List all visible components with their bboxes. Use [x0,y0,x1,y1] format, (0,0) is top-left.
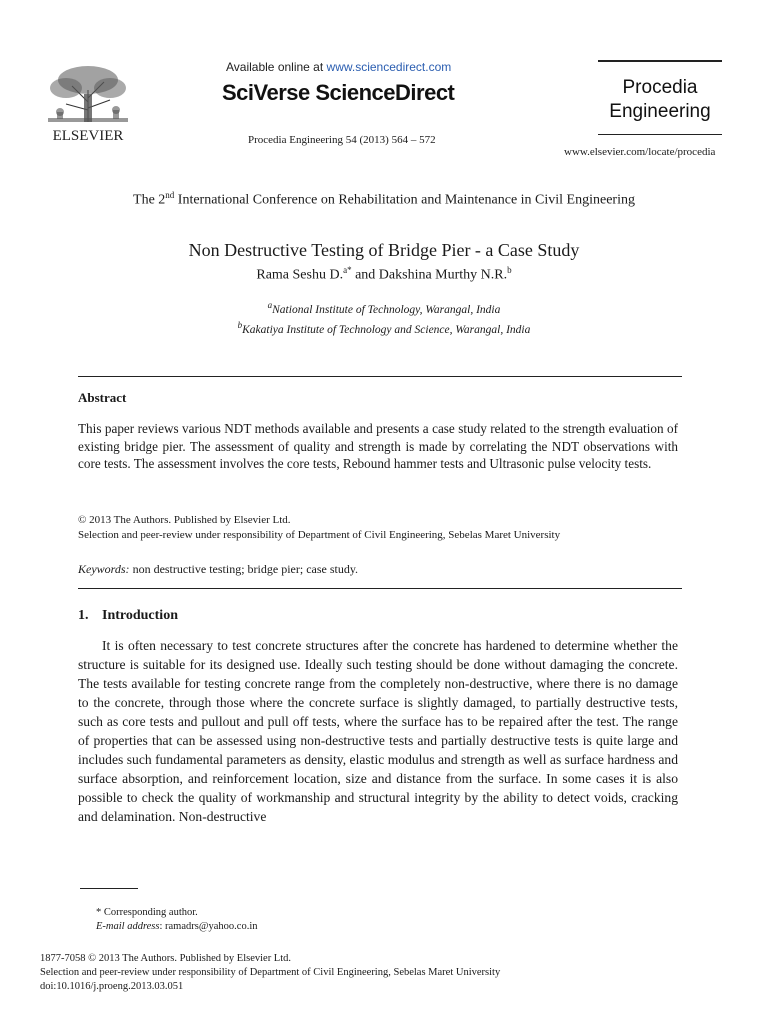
doi-line[interactable]: doi:10.1016/j.proeng.2013.03.051 [40,981,184,992]
bottom-review-line: Selection and peer-review under responsibility of Department of Civil Engineering, Sebelas Maret University [40,967,501,978]
keywords-label: Keywords: [78,562,130,576]
author-joiner: and [351,267,379,283]
author-2-marker: b [507,265,512,275]
author-2: Dakshina Murthy N.R. [378,267,508,283]
sciencedirect-link[interactable]: www.sciencedirect.com [326,60,452,74]
keywords-line [78,562,358,577]
bottom-metadata [40,952,500,994]
affiliation-a-text: National Institute of Technology, Warangal, India [272,303,501,316]
affiliation-a [0,298,768,318]
peer-review-line: Selection and peer-review under responsibility of Department of Civil Engineering, Sebelas Maret University [78,529,561,541]
conference-prefix: The 2 [133,192,166,208]
issn-line: 1877-7058 © 2013 The Authors. Published by Elsevier Ltd. [40,953,292,964]
availability-prefix: Available online at [226,60,327,74]
journal-citation: Procedia Engineering 54 (2013) 564 – 572 [248,134,436,146]
publisher-logo-text: ELSEVIER [52,128,124,144]
author-1: Rama Seshu D. [256,267,344,283]
copyright-line: © 2013 The Authors. Published by Elsevier Ltd. [78,514,291,526]
journal-name-line1: Procedia [622,77,698,98]
email-address[interactable]: : ramadrs@yahoo.co.in [159,921,258,932]
conference-line [0,190,768,209]
keywords-list: non destructive testing; bridge pier; case study. [129,562,359,576]
sciencedirect-brand: SciVerse ScienceDirect [222,80,455,105]
journal-url-link[interactable]: www.elsevier.com/locate/procedia [564,146,716,158]
email-label: E-mail address [96,921,160,932]
affiliations [0,298,768,338]
introduction-text: It is often necessary to test concrete structures after the concrete has hardened to determine whether the structure is suitable for its designed use. Ideally such testing should be done without damaging the concrete. The tests available for testing concrete range from the completely non-destructive, where there is no damage to the concrete, through those where the concrete surface is slightly damaged, to partially destructive tests, such as core tests and pullout and pull off tests, where the surface has to be repaired after the test. The range of properties that can be assessed using non-destructive tests and partially destructive tests is quite large and includes such fundamental parameters as density, elastic modulus and strength as well as surface hardness and surface absorption, and reinforcement location, size and distance from the surface. In some cases it is also possible to check the quality of workmanship and structural integrity by the ability to detect voids, cracking and delamination. Non-destructive [78,638,678,824]
abstract-bottom-rule [78,588,682,589]
abstract-heading: Abstract [78,390,127,405]
affiliation-b-marker: b [237,319,243,330]
section-title: Introduction [102,608,178,623]
author-1-marker: a* [343,265,352,275]
authors-line [0,265,768,284]
conference-name: International Conference on Rehabilitation and Maintenance in Civil Engineering [174,192,635,208]
abstract-top-rule [78,376,682,377]
affiliation-b [0,318,768,338]
affiliation-b-text: Kakatiya Institute of Technology and Science, Warangal, India [242,323,531,336]
footnotes [96,906,258,934]
journal-name-line2: Engineering [609,101,711,122]
paper-title: Non Destructive Testing of Bridge Pier - a Case Study [188,240,580,260]
tree-logo-icon [38,60,138,144]
section-number: 1. [78,608,89,623]
availability-line [226,60,451,74]
abstract-text: This paper reviews various NDT methods available and presents a case study related to the strength evaluation of existing bridge pier. The assessment of quality and strength is made by correlating the NDT observations with core tests. The assessment involves the core tests, Rebound hammer tests and Ultrasonic pulse velocity tests. [78,421,678,471]
conference-ordinal: nd [165,190,175,200]
footnote-rule [80,888,138,889]
section-heading-introduction [78,608,178,624]
abstract-copyright [78,513,678,543]
elsevier-logo [38,60,138,144]
journal-title-box [598,60,722,135]
affiliation-a-marker: a [267,300,273,310]
email-note [96,920,258,934]
corresponding-author-note: * Corresponding author. [96,907,198,918]
